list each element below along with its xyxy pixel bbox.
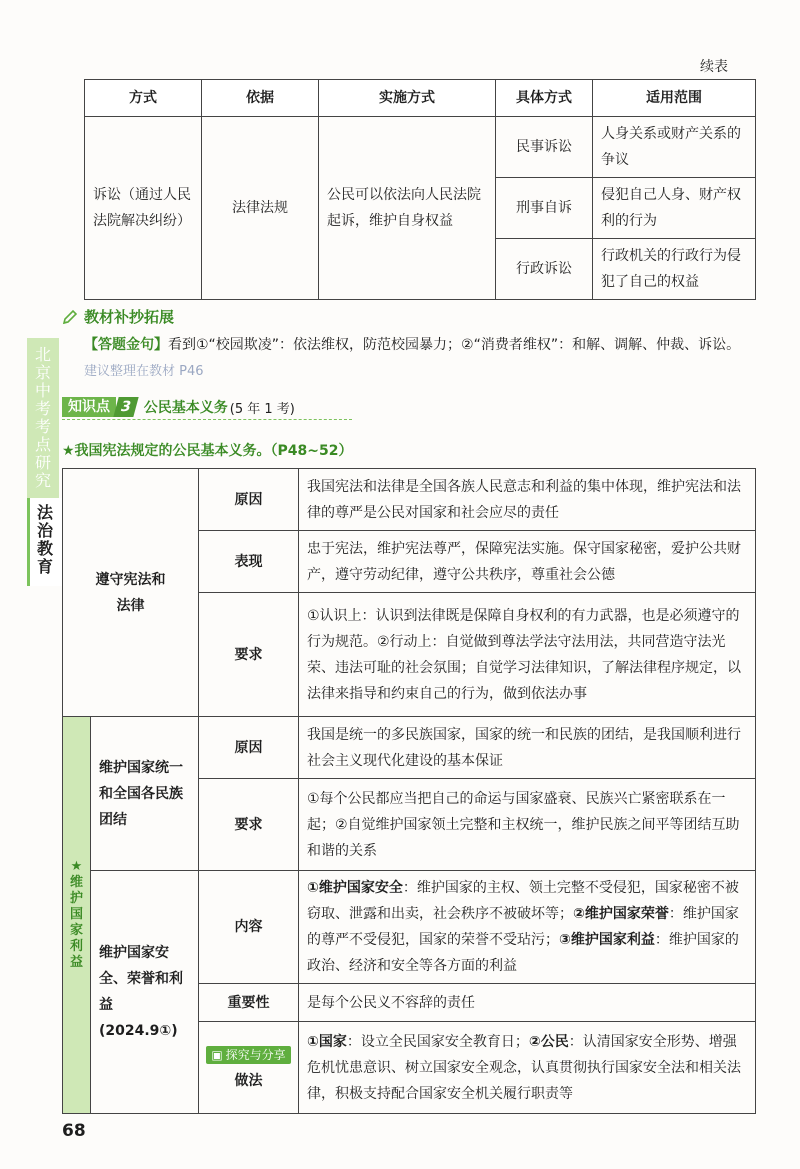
scope-cell: 人身关系或财产关系的争议	[593, 117, 756, 178]
row-content: ①每个公民都应当把自己的命运与国家盛衰、民族兴亡紧密联系在一起；②自觉维护国家领土完整和主权统一，维护民族之间平等团结互助和谐的关系	[299, 779, 756, 871]
golden-sentence	[84, 334, 784, 356]
text-span: ：设立全民国家安全教育日；	[346, 1033, 529, 1050]
row-label: 重要性	[199, 984, 299, 1022]
type-cell: 民事诉讼	[496, 117, 593, 178]
scope-cell: 侵犯自己人身、财产权利的行为	[593, 178, 756, 239]
row-content: 我国是统一的多民族国家，国家的统一和民族的团结，是我国顺利进行社会主义现代化建设的基本保证	[299, 717, 756, 779]
national-interest-label: ★维护国家利益	[69, 859, 83, 970]
explore-share-tag	[206, 1046, 290, 1064]
row-content: 是每个公民义不容辞的责任	[299, 984, 756, 1022]
row-label: 做法	[234, 1072, 263, 1089]
type-cell: 行政诉讼	[496, 239, 593, 300]
row-label: 内容	[199, 871, 299, 984]
golden-tag: 【答题金句】	[84, 337, 168, 353]
bold-term: ②维护国家荣誉	[573, 906, 669, 922]
col-header: 具体方式	[496, 80, 593, 117]
group-title-unity: 维护国家统一和全国各民族团结	[91, 717, 199, 871]
bold-term: ②公民	[528, 1033, 569, 1050]
supplement-heading	[62, 306, 174, 327]
col-header: 方式	[85, 80, 202, 117]
row-label: 要求	[199, 593, 299, 717]
golden-text: 看到①“校园欺凌”：依法维权，防范校园暴力；②“消费者维权”：和解、调解、仲裁、诉讼。	[168, 337, 741, 353]
method-cell: 诉讼（通过人民法院解决纠纷）	[85, 117, 202, 300]
explore-share-tag-text: 探究与分享	[225, 1047, 286, 1062]
supplement-title: 教材补抄拓展	[84, 308, 175, 326]
page-number: 68	[62, 1121, 86, 1141]
col-header: 适用范围	[593, 80, 756, 117]
supplement-note: 建议整理在教材 P46	[84, 364, 204, 379]
row-label: 要求	[199, 779, 299, 871]
text-span: ：维护国家的政治、经济和安全等各方面的利益	[307, 932, 739, 974]
knowledge-point-number: 3	[113, 397, 138, 417]
pencil-icon	[62, 309, 78, 325]
litigation-table	[84, 79, 756, 300]
knowledge-point-exam-info: (5 年 1 考)	[229, 401, 295, 417]
text-span: ：认清国家安全形势、增强危机忧患意识、树立国家安全观念，认真贯彻执行国家安全法和相关法律，积极支持配合国家安全机关履行职责等	[307, 1033, 741, 1102]
knowledge-point-badge: 知识点	[62, 397, 116, 417]
book-icon: ▣	[211, 1047, 223, 1062]
practice-content	[299, 1022, 756, 1114]
text-span: ：维护国家的主权、领土完整不受侵犯，国家秘密不被窃取、泄露和出卖，社会秩序不被破坏等；	[307, 880, 739, 922]
bold-term: ①国家	[307, 1033, 347, 1050]
row-content: ①认识上：认识到法律既是保障自身权利的有力武器，也是必须遵守的行为规范。②行动上：自觉做到尊法学法守法用法，共同营造守法光荣、违法可耻的社会氛围；自觉学习法律知识，了解法律程序规定，以法律来指导和约束自己的行为，做到依法办事	[299, 593, 756, 717]
type-cell: 刑事自诉	[496, 178, 593, 239]
row-label: 原因	[199, 717, 299, 779]
text-span: ：维护国家的尊严不受侵犯，国家的荣誉不受玷污；	[307, 906, 739, 948]
group-title-constitution: 遵守宪法和法律	[63, 469, 199, 717]
row-label: 原因	[199, 469, 299, 531]
duties-table	[62, 468, 756, 1114]
practice-label-cell	[199, 1022, 299, 1114]
side-tab-top: 北京中考考点研究	[34, 345, 51, 490]
divider	[62, 419, 352, 420]
basis-cell: 法律法规	[202, 117, 319, 300]
bold-term: ①维护国家安全	[307, 880, 403, 896]
col-header: 实施方式	[319, 80, 496, 117]
national-interest-label-cell	[63, 717, 91, 1114]
row-label: 表现	[199, 531, 299, 593]
side-tab-bottom: 法治教育	[36, 503, 53, 576]
row-content: 忠于宪法，维护宪法尊严，保障宪法实施。保守国家秘密，爱护公共财产，遵守劳动纪律，遵守公共秩序，尊重社会公德	[299, 531, 756, 593]
bold-term: ③维护国家利益	[559, 932, 655, 948]
knowledge-point-name: 公民基本义务	[143, 400, 228, 416]
continued-label: 续表	[700, 59, 728, 75]
implementation-cell: 公民可以依法向人民法院起诉，维护自身权益	[319, 117, 496, 300]
knowledge-point-title	[62, 397, 295, 417]
group-title-security: 维护国家安全、荣誉和利益(2024.9①)	[91, 871, 199, 1114]
col-header: 依据	[202, 80, 319, 117]
security-content	[299, 871, 756, 984]
section-title: ★我国宪法规定的公民基本义务。（P48~52）	[62, 443, 353, 459]
row-content: 我国宪法和法律是全国各族人民意志和利益的集中体现，维护宪法和法律的尊严是公民对国家和社会应尽的责任	[299, 469, 756, 531]
scope-cell: 行政机关的行政行为侵犯了自己的权益	[593, 239, 756, 300]
